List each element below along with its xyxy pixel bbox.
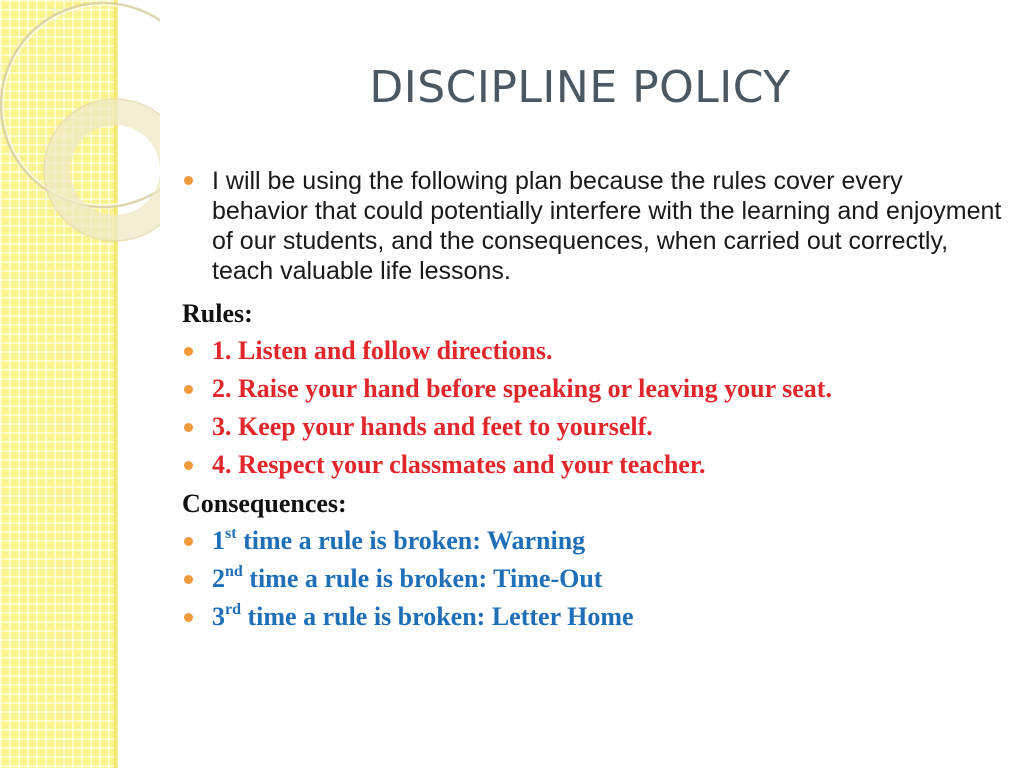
rule-text: 3. Keep your hands and feet to yourself. — [212, 412, 653, 441]
consequences-heading: Consequences: — [182, 489, 347, 518]
consequence-number: 3 — [212, 602, 225, 631]
rule-item — [182, 336, 1002, 366]
slide-body — [182, 166, 1002, 640]
ordinal-suffix: nd — [225, 563, 243, 580]
consequence-item — [182, 564, 1002, 594]
slide-title: DISCIPLINE POLICY — [369, 62, 791, 113]
bullet-icon — [184, 537, 193, 546]
rule-text: 2. Raise your hand before speaking or leaving your seat. — [212, 374, 832, 403]
rules-heading: Rules: — [182, 299, 253, 328]
rule-text: 4. Respect your classmates and your teacher. — [212, 450, 706, 479]
intro-paragraph — [182, 166, 1002, 286]
ordinal-suffix: st — [225, 525, 237, 542]
bullet-icon — [184, 176, 193, 185]
rule-text: 1. Listen and follow directions. — [212, 336, 553, 365]
consequence-item — [182, 526, 1002, 556]
consequence-text: time a rule is broken: Warning — [236, 526, 586, 555]
bullet-icon — [184, 423, 193, 432]
bullet-icon — [184, 613, 193, 622]
intro-text: I will be using the following plan because the rules cover every behavior that could potentially interfere with the learning and enjoyment of our students, and the consequences, when carried out correctly, teach valuable life lessons. — [212, 167, 1002, 285]
ordinal-suffix: rd — [225, 601, 241, 618]
rule-item — [182, 374, 1002, 404]
consequence-text: time a rule is broken: Letter Home — [241, 602, 634, 631]
bullet-icon — [184, 347, 193, 356]
consequence-text: time a rule is broken: Time-Out — [242, 564, 603, 593]
thick-ring — [57, 112, 160, 228]
consequence-number: 2 — [212, 564, 225, 593]
consequence-item — [182, 602, 1002, 632]
bullet-icon — [184, 575, 193, 584]
rule-item — [182, 412, 1002, 442]
rule-item — [182, 450, 1002, 480]
consequence-number: 1 — [212, 526, 225, 555]
bullet-icon — [184, 385, 193, 394]
decorative-circles — [0, 0, 160, 260]
bullet-icon — [184, 461, 193, 470]
